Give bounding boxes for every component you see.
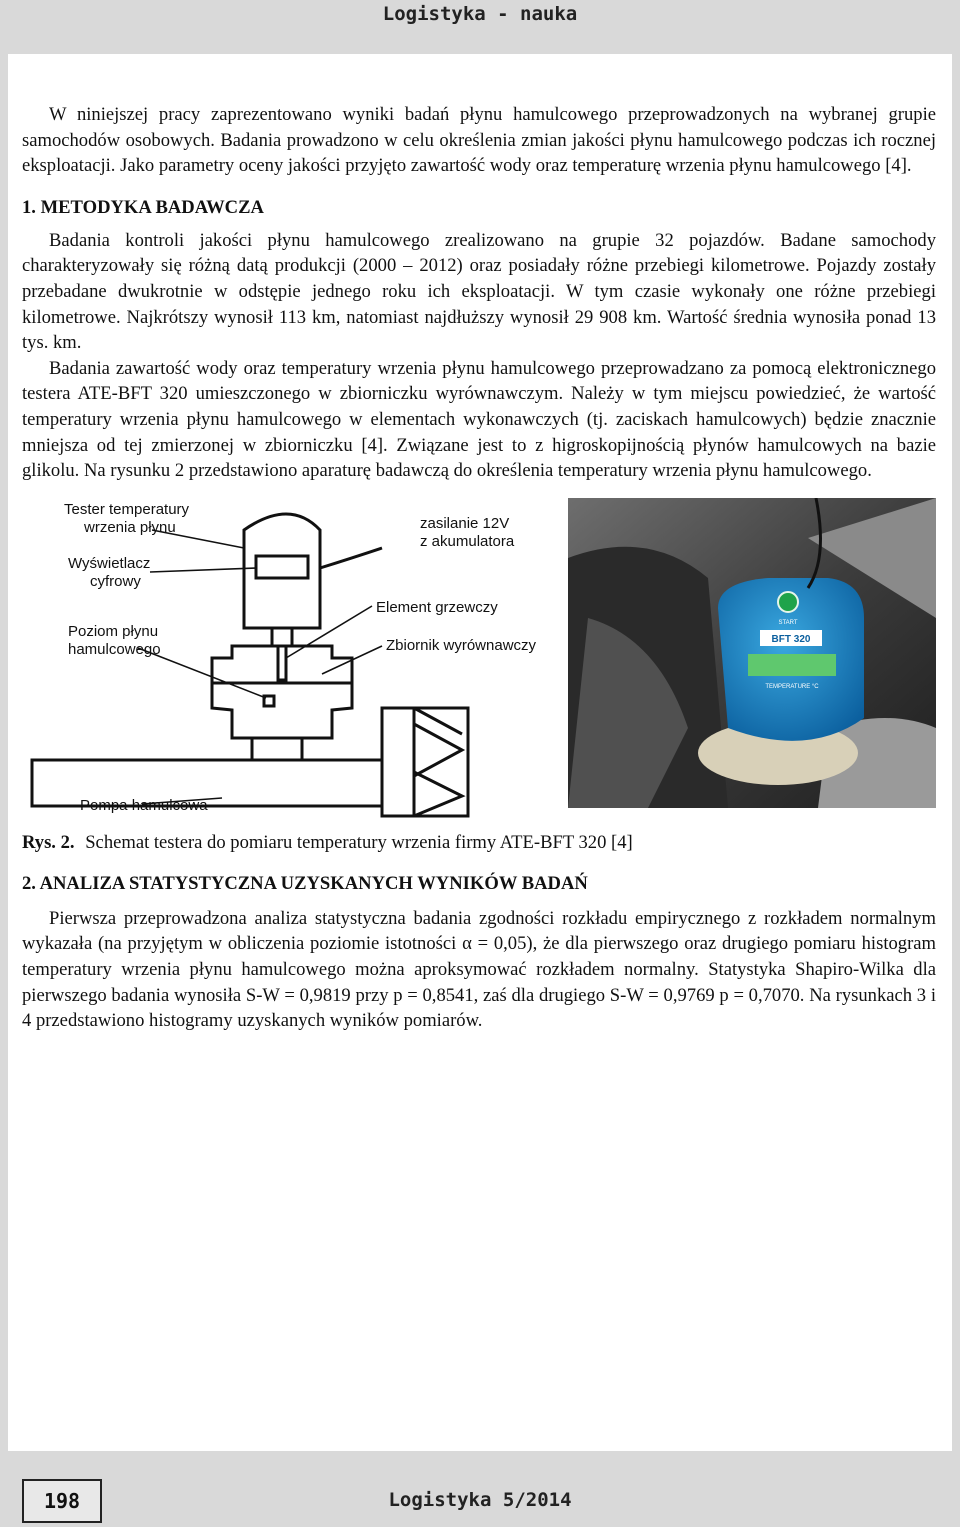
- label-reservoir: Zbiornik wyrównawczy: [386, 636, 537, 654]
- caption-text: Schemat testera do pomiaru temperatury wrzenia firmy ATE-BFT 320 [4]: [85, 831, 633, 853]
- digital-display: [256, 556, 308, 578]
- label-power-2: z akumulatora: [420, 532, 515, 550]
- label-display-1: Wyświetlacz: [68, 554, 151, 572]
- figure-2: [22, 498, 936, 824]
- intro-paragraph: W niniejszej pracy zaprezentowano wyniki badań płynu hamulcowego przeprowadzonych na wybranej grupie samochodów osobowych. Badania prowadzono w celu określenia zmian jakości płynu hamulcowego podczas ich rocznej eksploatacji. Jako parametry oceny jakości przyjęto zawartość wody oraz temperaturę wrzenia płynu hamulcowego [4].: [22, 104, 936, 177]
- label-level-1: Poziom płynu: [68, 622, 159, 640]
- label-tester-2: wrzenia płynu: [84, 518, 176, 536]
- label-power-1: zasilanie 12V: [420, 514, 510, 532]
- section-1-paragraph-1: Badania kontroli jakości płynu hamulcowego zrealizowano na grupie 32 pojazdów. Badane samochody charakteryzowały się różną datą produkcji (2000 – 2012) oraz posiadały różne przebiegi kilometrowe. Pojazdy zostały przebadane dwukrotnie w odstępie jednego roku ich eksploatacji. W tym czasie wykonały one różne przebiegi kilometrowe. Najkrótszy wynosił 113 km, natomiast najdłuższy wynosił 29 908 km. Wartość średnia wynosiła ponad 13 tys. km.: [22, 229, 936, 354]
- reservoir-shape: [212, 646, 352, 738]
- section-1-heading: 1. METODYKA BADAWCZA: [22, 196, 264, 218]
- article-body: [22, 102, 936, 1034]
- figure-caption: [22, 830, 936, 855]
- label-display-2: cyfrowy: [90, 572, 141, 590]
- running-header: Logistyka - nauka: [382, 3, 578, 25]
- svg-text:BFT 320: BFT 320: [771, 633, 811, 645]
- tester-schematic: [22, 498, 564, 824]
- device-photo: [568, 498, 936, 808]
- label-tester-1: Tester temperatury: [64, 500, 190, 518]
- svg-text:START: START: [778, 619, 798, 626]
- journal-footer: Logistyka 5/2014: [388, 1489, 572, 1511]
- section-2-paragraph-1: Pierwsza przeprowadzona analiza statystyczna badania zgodności rozkładu empirycznego z rozkładem normalnym wykazała (na przyjętym w obliczenia poziomie istotności α = 0,05), że dla pierwszego oraz drugiego pomiaru histogram temperatury wrzenia płynu hamulcowego można aproksymować rozkładem normalny. Statystyka Shapiro-Wilka dla pierwszego badania wynosiła S-W = 0,9819 przy p = 0,8541, zaś dla drugiego S-W = 0,9769 p = 0,7070. Na rysunkach 3 i 4 przedstawiono histogramy uzyskanych wyników pomiarów.: [22, 907, 936, 1032]
- section-1-paragraph-2: Badania zawartość wody oraz temperatury wrzenia płynu hamulcowego przeprowadzano za pomocą elektronicznego testera ATE-BFT 320 umieszczonego w zbiorniczku wyrównawczym. Należy w tym miejscu powiedzieć, że wartość temperatury wrzenia płynu hamulcowego w elementach wykonawczych (tj. zaciskach hamulcowych) będzie znacznie mniejsza od tej zmierzonej w zbiorniczku [4]. Związane jest to z higroskopijnością płynów hamulcowych na bazie glikolu. Na rysunku 2 przedstawiono aparaturę badawczą do określenia temperatury wrzenia płynu hamulcowego.: [22, 357, 936, 482]
- start-button-icon: [778, 592, 798, 612]
- label-pump: Pompa hamulcowa: [80, 796, 208, 814]
- svg-text:TEMPERATURE °C: TEMPERATURE °C: [765, 683, 819, 690]
- section-2-heading: 2. ANALIZA STATYSTYCZNA UZYSKANYCH WYNIKÓW BADAŃ: [22, 872, 588, 894]
- caption-label: Rys. 2.: [22, 831, 75, 853]
- label-heater: Element grzewczy: [376, 598, 498, 616]
- label-level-2: hamulcowego: [68, 640, 161, 658]
- page-number: 198: [22, 1479, 102, 1523]
- page: [8, 54, 952, 1451]
